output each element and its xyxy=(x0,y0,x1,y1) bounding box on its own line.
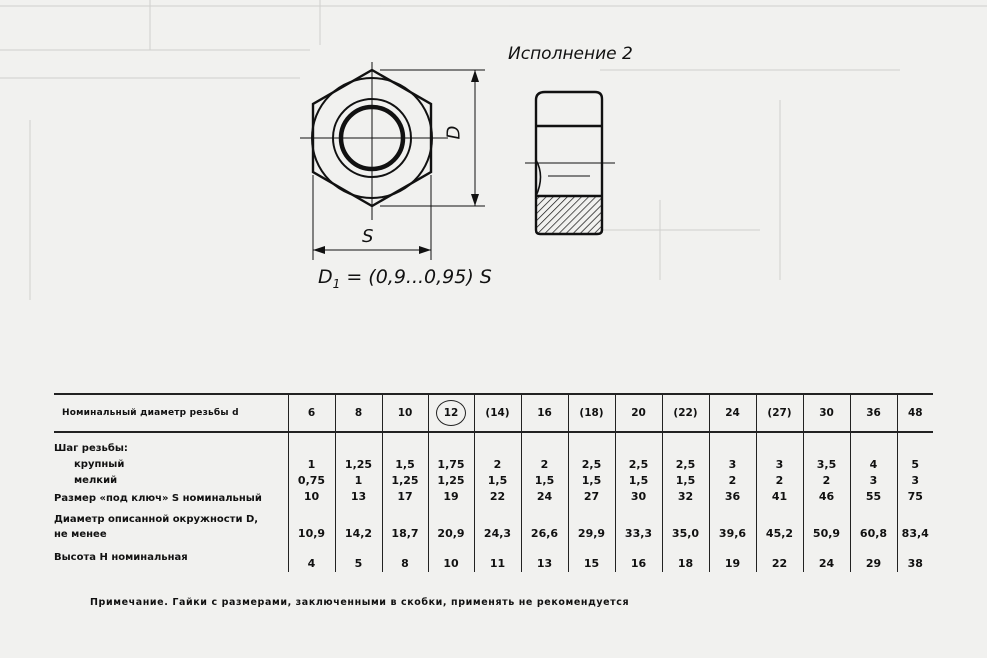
key-size-value: 17 xyxy=(397,490,413,503)
pitch-fine-value: 1 xyxy=(354,474,363,487)
size-column-values xyxy=(335,432,382,572)
pitch-coarse-value: 2,5 xyxy=(628,458,649,471)
height-value: 4 xyxy=(307,557,316,570)
label-d: D xyxy=(443,125,465,140)
pitch-coarse-value: 5 xyxy=(911,458,920,471)
size-header: 10 xyxy=(382,394,428,432)
size-header: 6 xyxy=(288,394,335,432)
size-column-values xyxy=(382,432,428,572)
size-column-values xyxy=(709,432,756,572)
size-column-values xyxy=(521,432,568,572)
size-header: (27) xyxy=(756,394,803,432)
pitch-fine-value: 1,5 xyxy=(581,474,602,487)
size-header xyxy=(428,394,474,432)
circle-diameter-value: 26,6 xyxy=(530,527,559,540)
label-key-size: Размер «под ключ» S номинальный xyxy=(54,493,262,504)
circle-diameter-value: 18,7 xyxy=(391,527,419,540)
pitch-fine-value: 1,5 xyxy=(534,474,555,487)
size-header: (18) xyxy=(568,394,615,432)
pitch-coarse-value: 1,75 xyxy=(437,458,465,471)
pitch-fine-value: 3 xyxy=(869,474,878,487)
pitch-fine-value: 1,5 xyxy=(675,474,696,487)
pitch-fine-value: 1,5 xyxy=(487,474,508,487)
height-value: 19 xyxy=(724,557,741,570)
size-header: 8 xyxy=(335,394,382,432)
height-value: 22 xyxy=(771,557,788,570)
key-size-value: 13 xyxy=(350,490,367,503)
row-labels xyxy=(54,432,288,572)
circle-diameter-value: 39,6 xyxy=(718,527,747,540)
height-value: 10 xyxy=(443,557,459,570)
size-header: (14) xyxy=(474,394,521,432)
key-size-value: 30 xyxy=(630,490,647,503)
key-size-value: 32 xyxy=(677,490,694,503)
height-value: 15 xyxy=(583,557,600,570)
size-header: (22) xyxy=(662,394,709,432)
pitch-coarse-value: 2 xyxy=(540,458,549,471)
key-size-value: 46 xyxy=(818,490,835,503)
height-value: 38 xyxy=(907,557,923,570)
size-column-values xyxy=(803,432,850,572)
size-column-values xyxy=(288,432,335,572)
nut-dimensions-table xyxy=(54,393,933,572)
circle-diameter-value: 60,8 xyxy=(859,527,888,540)
diameter-formula: $D_1 = (0,9...0,95)$ S xyxy=(318,266,492,291)
size-column-values xyxy=(428,432,474,572)
size-column-values xyxy=(615,432,662,572)
height-value: 24 xyxy=(818,557,835,570)
size-header: 30 xyxy=(803,394,850,432)
key-size-value: 22 xyxy=(489,490,506,503)
circle-diameter-value: 83,4 xyxy=(901,527,929,540)
size-header: 20 xyxy=(615,394,662,432)
size-column-values xyxy=(850,432,897,572)
label-s: S xyxy=(362,226,374,247)
pitch-coarse-value: 3,5 xyxy=(816,458,837,471)
size-header: 48 xyxy=(897,394,933,432)
circle-diameter-value: 29,9 xyxy=(577,527,606,540)
pitch-coarse-value: 4 xyxy=(869,458,878,471)
section-hatch xyxy=(537,197,601,233)
circle-diameter-value: 20,9 xyxy=(437,527,465,540)
circle-diameter-value: 24,3 xyxy=(483,527,512,540)
circle-diameter-value: 50,9 xyxy=(812,527,841,540)
circle-diameter-value: 14,2 xyxy=(344,527,373,540)
pitch-coarse-value: 2,5 xyxy=(581,458,602,471)
pitch-coarse-value: 1,25 xyxy=(344,458,373,471)
key-size-value: 75 xyxy=(907,490,923,503)
pitch-coarse-value: 3 xyxy=(728,458,737,471)
key-size-value: 36 xyxy=(724,490,741,503)
header-row xyxy=(54,394,933,432)
size-header: 36 xyxy=(850,394,897,432)
key-size-value: 41 xyxy=(771,490,788,503)
pitch-fine-value: 2 xyxy=(775,474,784,487)
pitch-fine-value: 1,25 xyxy=(391,474,419,487)
pitch-coarse-value: 2,5 xyxy=(675,458,696,471)
pitch-fine-value: 0,75 xyxy=(297,474,326,487)
size-header: 24 xyxy=(709,394,756,432)
label-pitch-coarse: крупный xyxy=(74,459,125,470)
key-size-value: 24 xyxy=(536,490,553,503)
pitch-coarse-value: 3 xyxy=(775,458,784,471)
circle-diameter-value: 10,9 xyxy=(297,527,326,540)
height-value: 29 xyxy=(865,557,882,570)
label-pitch-title: Шаг резьбы: xyxy=(54,443,128,454)
size-column-values xyxy=(474,432,521,572)
variant-caption: Исполнение 2 xyxy=(508,44,633,64)
pitch-fine-value: 1,5 xyxy=(628,474,649,487)
pitch-fine-value: 3 xyxy=(911,474,920,487)
label-circle-diameter: Диаметр описанной окружности D, не менее xyxy=(54,514,259,540)
nut-drawing xyxy=(0,0,987,300)
size-header: 16 xyxy=(521,394,568,432)
size-column-values xyxy=(662,432,709,572)
key-size-value: 19 xyxy=(443,490,459,503)
pitch-coarse-value: 2 xyxy=(493,458,502,471)
circle-diameter-value: 33,3 xyxy=(624,527,653,540)
circle-diameter-value: 35,0 xyxy=(671,527,700,540)
label-pitch-fine: мелкий xyxy=(74,475,118,486)
size-column-values xyxy=(568,432,615,572)
circle-diameter-value: 45,2 xyxy=(765,527,794,540)
height-value: 5 xyxy=(354,557,363,570)
key-size-value: 10 xyxy=(303,490,320,503)
circled-size: 12 xyxy=(436,400,466,426)
key-size-value: 27 xyxy=(583,490,600,503)
table-note: Примечание. Гайки с размерами, заключенными в скобки, применять не рекомендуется xyxy=(90,597,630,608)
pitch-coarse-value: 1,5 xyxy=(395,458,415,471)
size-column-values xyxy=(897,432,933,572)
size-column-values xyxy=(756,432,803,572)
height-value: 18 xyxy=(677,557,694,570)
height-value: 13 xyxy=(536,557,553,570)
key-size-value: 55 xyxy=(865,490,882,503)
height-value: 16 xyxy=(630,557,647,570)
label-height: Высота H номинальная xyxy=(54,552,188,563)
pitch-fine-value: 2 xyxy=(728,474,737,487)
header-label: Номинальный диаметр резьбы d xyxy=(54,394,288,432)
pitch-coarse-value: 1 xyxy=(307,458,316,471)
data-row xyxy=(54,432,933,572)
height-value: 11 xyxy=(489,557,506,570)
pitch-fine-value: 1,25 xyxy=(437,474,465,487)
height-value: 8 xyxy=(401,557,409,570)
pitch-fine-value: 2 xyxy=(822,474,831,487)
